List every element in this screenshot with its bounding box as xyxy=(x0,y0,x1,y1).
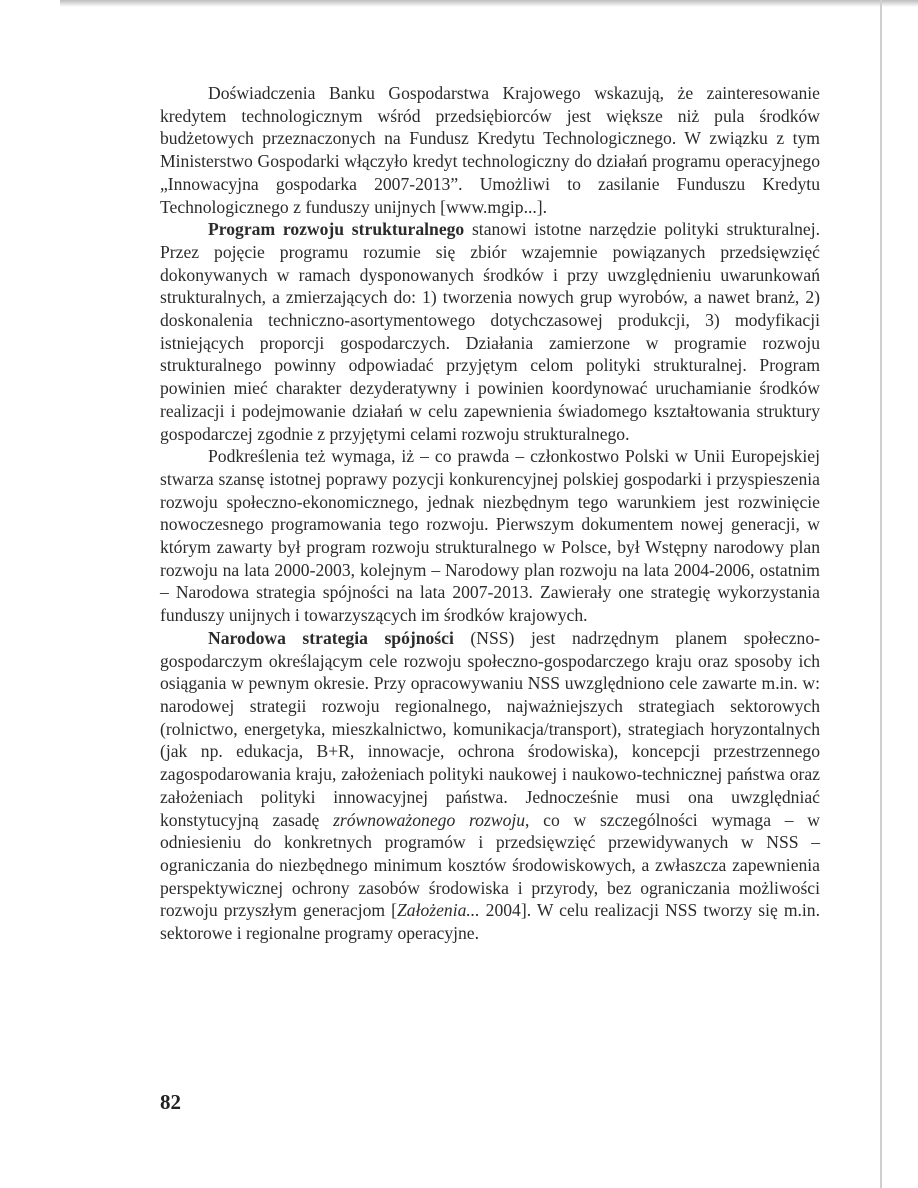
term-narodowa-strategia: Narodowa strategia spójności xyxy=(208,627,454,648)
paragraph-text: Podkreślenia też wymaga, iż – co prawda – członkostwo Polski w Unii Europejskiej stwarza szansę istotnej poprawy pozycji konkurencyjnej polskiej gospodarki i przyspieszenia rozwoju społeczno-ekonomicznego, jednak niezbędnym tego warunkiem jest rozwinięcie nowoczesnego programowania tego rozwoju. Pierwszym dokumentem nowej generacji, w którym zawarty był program rozwoju strukturalnego w Polsce, był Wstępny narodowy plan rozwoju na lata 2000-2003, kolejnym – Narodowy plan rozwoju na lata 2004-2006, ostatnim – Narodowa strategia spójności na lata 2007-2013. Zawierały one strategię wykorzystania funduszy unijnych i towarzyszących im środków krajowych. xyxy=(160,446,820,626)
scan-page-edge xyxy=(880,0,882,1188)
paragraph-text: stanowi istotne narzędzie polityki strukturalnej. Przez pojęcie programu rozumie się zbiór wzajemnie powiązanych przedsięwzięć dokonywanych w ramach dysponowanych środków i przy uwzględnieniu uwarunkowań strukturalnych, a zmierzających do: 1) tworzenia nowych grup wyrobów, a nawet branż, 2) doskonalenia techniczno-asortymentowego dotychczasowej produkcji, 3) modyfikacji istniejących proporcji gospodarczych. Działania zamierzone w programie rozwoju strukturalnego powinny odpowiadać przyjętym celom polityki strukturalnej. Program powinien mieć charakter dezyderatywny i powinien koordynować uruchamianie środków realizacji i podejmowanie działań w celu zapewnienia świadomego kształtowania struktury gospodarczej zgodnie z przyjętymi celami rozwoju strukturalnego. xyxy=(160,219,820,444)
paragraph-text: (NSS) jest nadrzędnym planem społeczno-gospodarczym określającym cele rozwoju społeczno-gospodarczego kraju oraz sposoby ich osiągania w pewnym okresie. Przy opracowywaniu NSS uwzględniono cele zawarte m.in. w: narodowej strategii rozwoju regionalnego, najważniejszych strategiach sektorowych (rolnictwo, energetyka, mieszkalnictwo, komunikacja/transport), strategiach horyzontalnych (jak np. edukacja, B+R, innowacje, ochrona środowiska), koncepcji przestrzennego zagospodarowania kraju, założeniach polityki naukowej i naukowo-technicznej państwa oraz założeniach polityki innowacyjnej państwa. Jednocześnie musi ona uwzględniać konstytucyjną zasadę xyxy=(160,627,820,830)
paragraph-bgk-credit xyxy=(160,82,820,218)
paragraph-eu-membership xyxy=(160,445,820,627)
paragraph-nss xyxy=(160,627,820,945)
scan-top-shadow xyxy=(60,0,918,7)
paragraph-text: Doświadczenia Banku Gospodarstwa Krajowego wskazują, że zainteresowanie kredytem technologicznym wśród przedsiębiorców jest większe niż pula środków budżetowych przeznaczonych na Fundusz Kredytu Technologicznego. W związku z tym Ministerstwo Gospodarki włączyło kredyt technologiczny do działań programu operacyjnego „Innowacyjna gospodarka 2007-2013”. Umożliwi to zasilanie Funduszu Kredytu Technologicznego z funduszy unijnych [www.mgip...]. xyxy=(160,83,820,217)
body-text xyxy=(160,82,820,945)
paragraph-text: 2004]. W celu realizacji NSS tworzy się m.in. sektorowe i regionalne programy operacyjne. xyxy=(160,900,820,944)
page-number: 82 xyxy=(160,1090,181,1114)
paragraph-text: , co w szczególności wymaga – w odniesieniu do konkretnych programów i przedsięwzięć przewidywanych w NSS – ograniczania do niezbędnego minimum kosztów środowiskowych, a zwłaszcza zapewnienia perspektywicznej ochrony zasobów środowiska i przyrody, bez ograniczania możliwości rozwoju przyszłym generacjom [ xyxy=(160,809,820,921)
emphasis-zrownowazonego: zrównoważonego rozwoju xyxy=(333,809,526,830)
paragraph-structural-program xyxy=(160,218,820,445)
citation-zalozenia: Założenia... xyxy=(397,900,480,921)
term-program-rozwoju: Program rozwoju strukturalnego xyxy=(208,219,465,240)
